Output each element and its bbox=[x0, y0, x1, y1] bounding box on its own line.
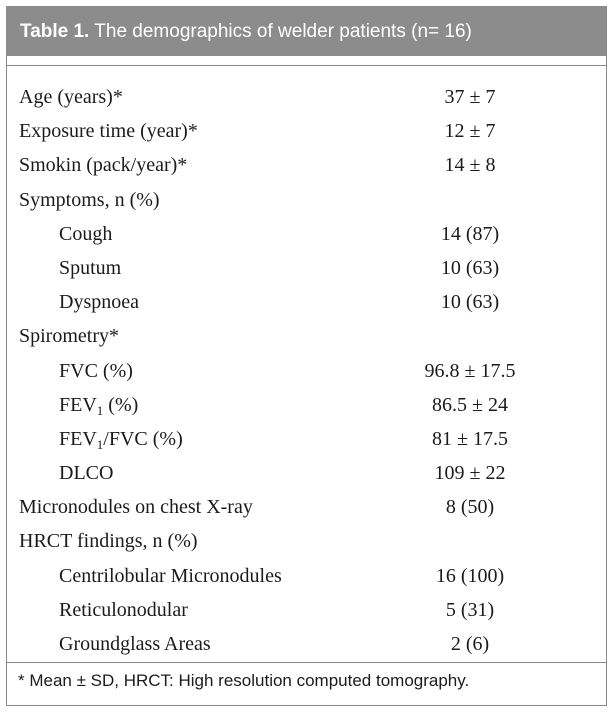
row-label: Groundglass Areas bbox=[59, 633, 211, 655]
row-value: 8 (50) bbox=[445, 496, 495, 519]
table-row bbox=[7, 388, 606, 422]
row-value: 14 (87) bbox=[440, 222, 500, 245]
row-label: Dyspnoea bbox=[59, 291, 139, 314]
table-row bbox=[7, 251, 606, 285]
row-label: Sputum bbox=[59, 256, 122, 279]
row-label: Symptoms, n (%) bbox=[19, 188, 160, 211]
table-row bbox=[7, 524, 606, 558]
table-row bbox=[7, 559, 606, 593]
row-label: Cough bbox=[59, 222, 113, 245]
footer-divider bbox=[7, 662, 606, 663]
row-value: 109 ± 22 bbox=[434, 462, 506, 485]
table-row bbox=[7, 456, 606, 490]
header-divider bbox=[7, 65, 606, 66]
table-row bbox=[7, 593, 606, 627]
row-value: 5 (31) bbox=[445, 598, 495, 621]
table-row bbox=[7, 627, 606, 661]
row-label: Exposure time (year)* bbox=[19, 120, 198, 143]
table-caption: The demographics of welder patients (n= 16) bbox=[89, 21, 472, 42]
table-row bbox=[7, 319, 606, 353]
table-number: Table 1. bbox=[20, 21, 90, 42]
row-value: 96.8 ± 17.5 bbox=[424, 359, 516, 382]
table-row bbox=[7, 354, 606, 388]
table-title bbox=[7, 7, 606, 56]
table-row bbox=[7, 80, 606, 114]
row-value: 16 (100) bbox=[435, 564, 505, 587]
row-value: 2 (6) bbox=[450, 633, 490, 655]
row-value: 37 ± 7 bbox=[444, 86, 496, 108]
row-label: FVC (%) bbox=[59, 359, 133, 382]
table-row bbox=[7, 285, 606, 319]
table-footnote: * Mean ± SD, HRCT: High resolution computed tomography. bbox=[18, 671, 470, 690]
row-label: Spirometry* bbox=[19, 325, 119, 348]
row-value: 10 (63) bbox=[440, 256, 500, 279]
row-label: Smokin (pack/year)* bbox=[19, 154, 188, 177]
row-label: Centrilobular Micronodules bbox=[59, 564, 282, 587]
table-body bbox=[7, 80, 606, 661]
row-value: 81 ± 17.5 bbox=[432, 427, 508, 450]
row-value: 86.5 ± 24 bbox=[432, 393, 508, 416]
table-row bbox=[7, 148, 606, 182]
row-label: $FEV_1$/FVC (%) bbox=[59, 427, 183, 452]
row-label: Reticulonodular bbox=[59, 598, 188, 621]
table-row bbox=[7, 422, 606, 456]
table-row bbox=[7, 217, 606, 251]
row-label: Micronodules on chest X-ray bbox=[19, 496, 253, 519]
table-row bbox=[7, 490, 606, 524]
row-label: HRCT findings, n (%) bbox=[19, 530, 198, 553]
row-label: DLCO bbox=[59, 462, 114, 485]
table-frame bbox=[6, 6, 607, 706]
row-label: $FEV_1$ (%) bbox=[59, 393, 139, 418]
table-row bbox=[7, 183, 606, 217]
row-value: 14 ± 8 bbox=[444, 154, 496, 177]
row-label: Age (years)* bbox=[19, 86, 123, 108]
table-row bbox=[7, 114, 606, 148]
row-value: 10 (63) bbox=[440, 291, 500, 314]
row-value: 12 ± 7 bbox=[444, 120, 496, 143]
